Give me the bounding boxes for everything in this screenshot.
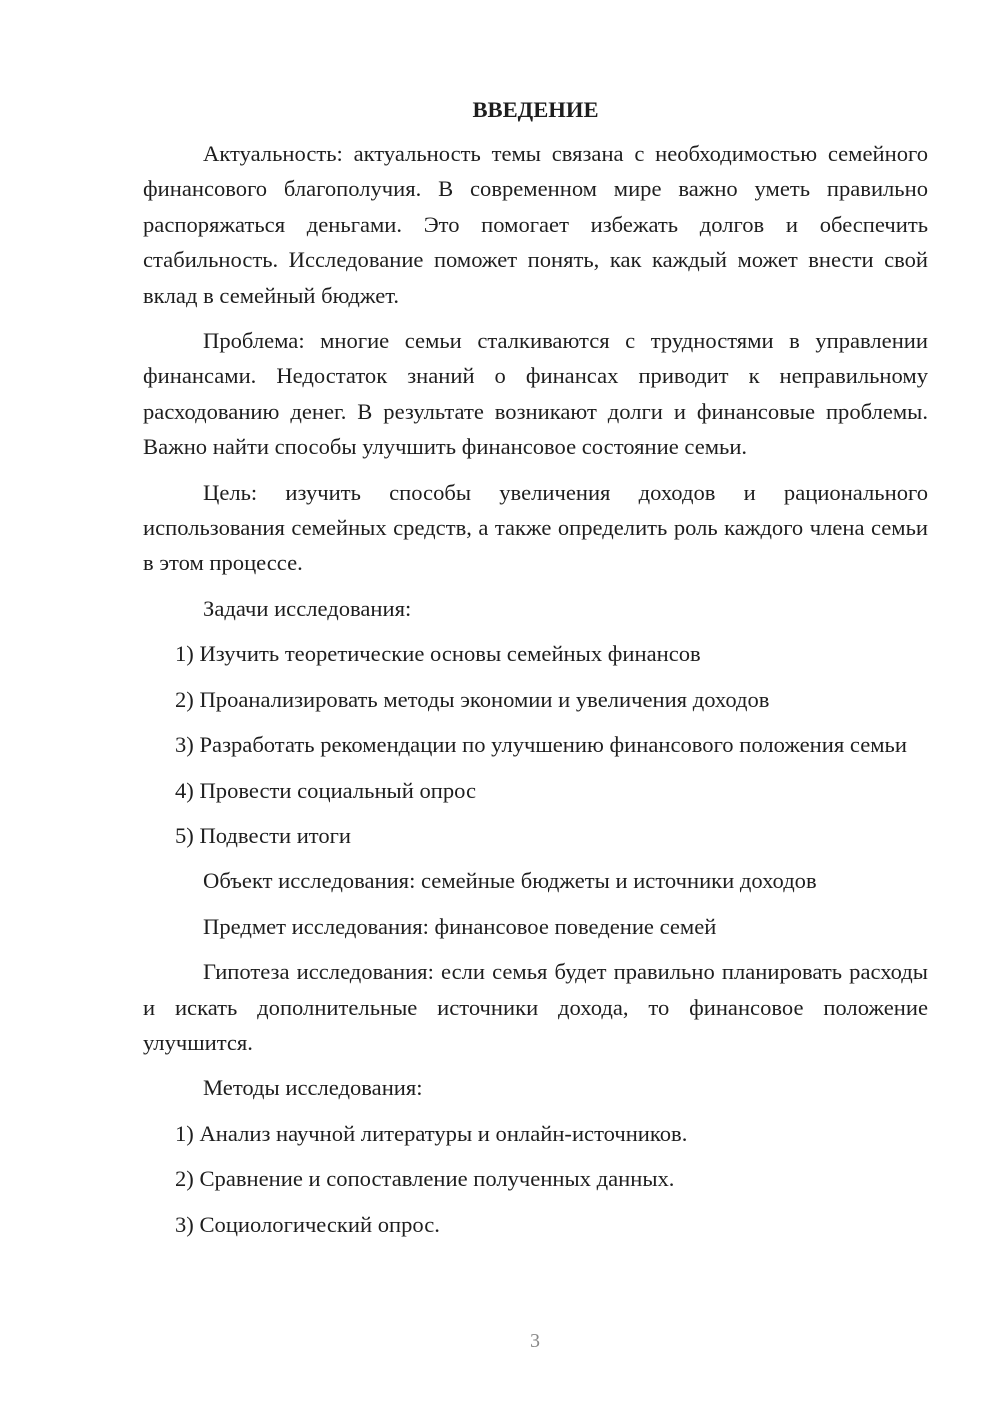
paragraph-problem: Проблема: многие семьи сталкиваются с трудностями в управлении финансами. Недостаток знаний о финансах приводит к неправильному расходованию денег. В результате возникают долги и финансовые проблемы. Важно найти способы улучшить финансовое состояние семьи. xyxy=(143,328,928,460)
method-item-2: 2) Сравнение и сопоставление полученных данных. xyxy=(175,1166,675,1192)
methods-title: Методы исследования: xyxy=(203,1075,423,1101)
paragraph-goal: Цель: изучить способы увеличения доходов и рационального использования семейных средств, а также определить роль каждого члена семьи в этом процессе. xyxy=(143,479,928,576)
task-item-4: 4) Провести социальный опрос xyxy=(175,777,477,803)
paragraph-hypothesis: Гипотеза исследования: если семья будет правильно планировать расходы и искать дополнительные источники дохода, то финансовое положение улучшится. xyxy=(143,959,928,1055)
task-item-1: 1) Изучить теоретические основы семейных финансов xyxy=(175,641,701,667)
section-heading: ВВЕДЕНИЕ xyxy=(472,97,599,122)
paragraph-subject: Предмет исследования: финансовое поведение семей xyxy=(203,913,717,939)
task-item-5: 5) Подвести итоги xyxy=(175,822,352,848)
task-item-2: 2) Проанализировать методы экономии и увеличения доходов xyxy=(175,686,770,712)
document-body xyxy=(143,94,928,1252)
tasks-title: Задачи исследования: xyxy=(203,595,412,621)
method-item-1: 1) Анализ научной литературы и онлайн-источников. xyxy=(175,1120,688,1146)
task-item-3: 3) Разработать рекомендации по улучшению финансового положения семьи xyxy=(175,732,907,758)
method-item-3: 3) Социологический опрос. xyxy=(175,1211,440,1237)
page-number: 3 xyxy=(530,1330,540,1352)
paragraph-relevance: Актуальность: актуальность темы связана с необходимостью семейного финансового благополучия. В современном мире важно уметь правильно распоряжаться деньгами. Это помогает избежать долгов и обеспечить стабильность. Исследование поможет понять, как каждый может внести свой вклад в семейный бюджет. xyxy=(143,141,928,308)
paragraph-object: Объект исследования: семейные бюджеты и источники доходов xyxy=(203,868,817,894)
